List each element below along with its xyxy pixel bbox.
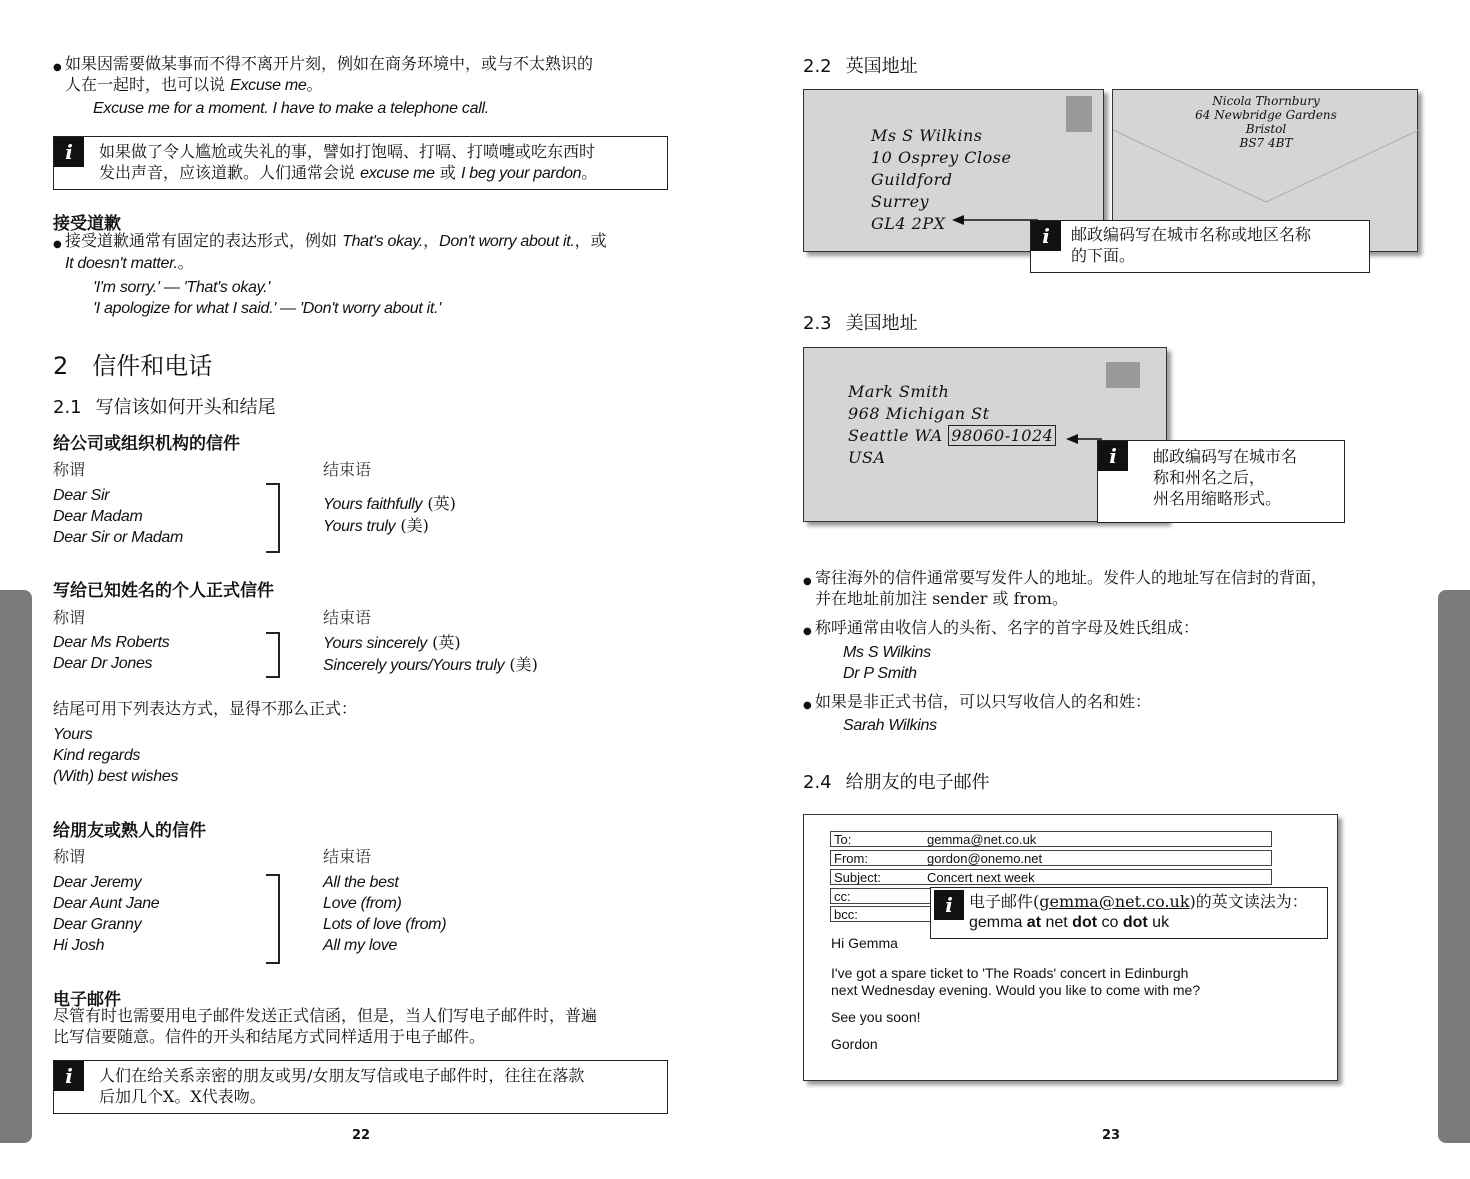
friends-closings [323, 872, 446, 956]
us-zip-code: 98060-1024 [948, 425, 1056, 446]
subsection-2-1 [53, 393, 276, 419]
email-greeting: Hi Gemma [831, 935, 898, 951]
company-col-closing: 结束语 [323, 460, 372, 479]
info-box-text [99, 141, 659, 184]
company-heading: 给公司或组织机构的信件 [53, 434, 240, 454]
company-closings [323, 493, 456, 537]
accept-or: ，或 [574, 231, 607, 250]
accept-heading: 接受道歉 [53, 214, 121, 234]
field-key: From: [834, 851, 868, 866]
closing-item [323, 515, 456, 537]
subsection-2-2 [803, 52, 918, 78]
email-body-line: I've got a spare ticket to 'The Roads' concert in Edinburgh [831, 965, 1189, 981]
less-formal-item: (With) best wishes [53, 768, 179, 785]
bullet-informal [815, 691, 1425, 712]
address-line: Surrey [871, 192, 930, 211]
subsection-title: 给朋友的电子邮件 [845, 772, 990, 793]
uk-info-line: 的下面。 [1071, 246, 1136, 265]
bracket [266, 483, 280, 553]
uk-info-line: 邮政编码写在城市名称或地区名称 [1071, 225, 1312, 244]
address-line: Ms S Wilkins [871, 126, 983, 145]
intro-bullet-em: Excuse me [230, 77, 307, 94]
closing-region: (美) [395, 516, 429, 535]
closing-region: (英) [422, 494, 456, 513]
reading-part: co [1097, 914, 1123, 931]
info2-line: 后加几个X。X代表吻。 [99, 1087, 266, 1106]
example-item: Dr P Smith [843, 665, 917, 682]
email-info-post: )的英文读法为： [1189, 892, 1308, 911]
field-key: Subject: [834, 870, 881, 885]
email-mockup [803, 814, 1338, 1081]
accept-bullet [65, 230, 665, 274]
us-info-line: 称和州名之后， [1153, 468, 1266, 487]
subsection-title: 英国地址 [845, 56, 918, 77]
salutation-item: Dear Sir [53, 487, 110, 504]
reading-part-bold: dot [1072, 914, 1098, 931]
us-address [848, 381, 1056, 469]
right-thumb-tab [1438, 590, 1470, 1143]
email-field-from [830, 850, 1272, 866]
salutation-item: Dear Madam [53, 508, 143, 525]
us-info-line: 州名用缩略形式。 [1153, 489, 1282, 508]
reading-part-bold: dot [1122, 914, 1148, 931]
bullet-salutation [815, 617, 1425, 638]
bullet-line: 并在地址前加注 sender 或 from。 [815, 589, 1068, 608]
subsection-2-3 [803, 309, 918, 335]
postcode-arrow [950, 213, 1040, 227]
email-info-pre: 电子邮件( [969, 892, 1040, 911]
sender-line: Nicola Thornbury [1212, 94, 1320, 108]
closing-item [323, 632, 538, 654]
info-box-text [1071, 224, 1366, 266]
friends-col-closing: 结束语 [323, 847, 372, 866]
named-col-closing: 结束语 [323, 608, 372, 627]
info-box-email-reading [930, 887, 1328, 939]
closing-text: Yours faithfully [323, 496, 423, 513]
less-formal-item: Kind regards [53, 747, 141, 764]
salutation-examples [843, 642, 931, 684]
section-number: 2 [53, 352, 69, 380]
bracket [266, 874, 280, 964]
info-box-uk-postcode [1030, 220, 1370, 273]
bullet-line: 寄往海外的信件通常要写发件人的地址。发件人的地址写在信封的背面， [815, 568, 1328, 587]
subsection-title: 美国地址 [845, 313, 918, 334]
info2-line: 人们在给关系亲密的朋友或男/女朋友写信或电子邮件时，往往在落款 [99, 1066, 585, 1085]
subsection-title: 写信该如何开头和结尾 [95, 397, 276, 418]
named-salutations [53, 632, 169, 674]
field-value: gordon@onemo.net [927, 851, 1043, 866]
intro-bullet-line1: 如果因需要做某事而不得不离开片刻，例如在商务环境中，或与不太熟识的 [65, 54, 594, 73]
info-icon: i [934, 890, 964, 920]
closing-item: Lots of love (from) [323, 916, 447, 933]
accept-text: 接受道歉通常有固定的表达形式，例如 [65, 231, 343, 250]
intro-example: Excuse me for a moment. I have to make a telephone call. [93, 100, 489, 117]
subsection-number: 2.1 [53, 397, 82, 418]
closing-text: Yours truly [323, 518, 396, 535]
info-icon: i [54, 137, 84, 167]
subsection-number: 2.4 [803, 772, 832, 793]
less-formal-item: Yours [53, 726, 93, 743]
salutation-item: Dear Ms Roberts [53, 634, 170, 651]
friends-heading: 给朋友或熟人的信件 [53, 821, 206, 841]
email-field-cc [830, 888, 940, 904]
page-number-left: 22 [352, 1128, 371, 1143]
info-box-kisses [53, 1060, 668, 1114]
info1-em2: I beg your pardon [460, 165, 582, 182]
page-number-right: 23 [1102, 1128, 1121, 1143]
email-field-subject [830, 869, 1272, 885]
field-key: bcc: [834, 907, 858, 922]
address-line: Guildford [871, 170, 953, 189]
info-box-text [1153, 446, 1343, 509]
intro-bullet [65, 53, 665, 96]
bullet-overseas [815, 567, 1425, 609]
address-line [848, 425, 1056, 447]
salutation-item: Dear Jeremy [53, 874, 142, 891]
named-col-salutation: 称谓 [53, 608, 86, 627]
field-value: Concert next week [927, 870, 1035, 885]
address-line: 968 Michigan St [848, 404, 990, 423]
closing-item [323, 654, 538, 676]
info1-end: 。 [581, 163, 598, 182]
info1-em1: excuse me [360, 165, 435, 182]
salutation-item: Dear Dr Jones [53, 655, 153, 672]
subsection-number: 2.2 [803, 56, 832, 77]
closing-text: Yours sincerely [323, 635, 427, 652]
left-thumb-tab [0, 590, 32, 1143]
closing-item: All my love [323, 937, 398, 954]
info1-line1: 如果做了令人尴尬或失礼的事，譬如打饱嗝、打嗝、打喷嚏或吃东西时 [99, 142, 596, 161]
email-body-line: next Wednesday evening. Would you like to come with me? [831, 982, 1201, 998]
accept-em3: It doesn't matter. [65, 255, 178, 272]
accept-example-2: 'I apologize for what I said.' — 'Don't worry about it.' [93, 300, 441, 317]
subsection-2-4 [803, 768, 990, 794]
email-heading: 电子邮件 [53, 990, 121, 1010]
intro-bullet-line2: 人在一起时，也可以说 [65, 75, 231, 94]
named-heading: 写给已知姓名的个人正式信件 [53, 581, 274, 601]
stamp [1106, 362, 1140, 388]
accept-em2: Don't worry about it. [439, 233, 575, 250]
closing-text: Sincerely yours/Yours truly [323, 657, 505, 674]
city-state: Seattle WA [848, 426, 943, 445]
subsection-number: 2.3 [803, 313, 832, 334]
sender-address [1113, 94, 1419, 150]
info-box-excuse-me [53, 136, 668, 190]
field-key: cc: [834, 889, 851, 904]
email-info-line2 [969, 912, 1308, 933]
email-field-to [830, 831, 1272, 847]
bullet-line: 称呼通常由收信人的头衔、名字的首字母及姓氏组成： [815, 618, 1200, 637]
closing-item [323, 493, 456, 515]
sender-line: 64 Newbridge Gardens [1195, 108, 1337, 122]
stamp [1066, 96, 1092, 132]
reading-part: gemma [969, 914, 1027, 931]
info-box-text [969, 891, 1308, 933]
address-line: Mark Smith [848, 382, 950, 401]
friends-col-salutation: 称谓 [53, 847, 86, 866]
info-box-text [99, 1065, 659, 1107]
info-icon: i [54, 1061, 84, 1091]
info-box-us-zip [1097, 440, 1345, 523]
accept-end: 。 [177, 253, 194, 272]
address-line: 10 Osprey Close [871, 148, 1012, 167]
closing-region: (英) [427, 633, 461, 652]
address-line: GL4 2PX [871, 214, 946, 233]
intro-bullet-end: 。 [306, 75, 323, 94]
bullet-line: 如果是非正式书信，可以只写收信人的名和姓： [815, 692, 1152, 711]
less-formal-list [53, 724, 178, 787]
salutation-item: Dear Granny [53, 916, 142, 933]
email-address-link: gemma@net.co.uk [1039, 892, 1190, 911]
salutation-item: Dear Aunt Jane [53, 895, 160, 912]
salutation-item: Dear Sir or Madam [53, 529, 184, 546]
email-text-line: 尽管有时也需要用电子邮件发送正式信函，但是，当人们写电子邮件时，普遍 [53, 1006, 598, 1025]
email-info-line1 [969, 891, 1308, 912]
email-signoff: See you soon! [831, 1009, 921, 1025]
closing-region: (美) [504, 655, 538, 674]
email-text [53, 1005, 673, 1047]
closing-item: Love (from) [323, 895, 402, 912]
accept-example-1: 'I'm sorry.' — 'That's okay.' [93, 279, 271, 296]
reading-part: uk [1147, 914, 1170, 931]
email-text-line: 比写信要随意。信件的开头和结尾方式同样适用于电子邮件。 [53, 1027, 486, 1046]
informal-example: Sarah Wilkins [843, 717, 937, 734]
named-closings [323, 632, 538, 676]
reading-part-bold: at [1026, 914, 1042, 931]
section-title: 信件和电话 [92, 352, 213, 380]
email-signature: Gordon [831, 1036, 878, 1052]
company-salutations [53, 485, 183, 548]
info1-line2: 发出声音，应该道歉。人们通常会说 [99, 163, 361, 182]
accept-em1: That's okay. [342, 233, 424, 250]
section-heading [53, 346, 212, 381]
accept-sep: ， [423, 231, 440, 250]
address-line: USA [848, 448, 886, 467]
sender-line: Bristol [1245, 122, 1287, 136]
email-body [831, 935, 1200, 1053]
us-info-line: 邮政编码写在城市名 [1153, 447, 1298, 466]
email-field-bcc [830, 906, 940, 922]
field-value: gemma@net.co.uk [927, 832, 1037, 847]
bracket [266, 632, 280, 678]
salutation-item: Hi Josh [53, 937, 105, 954]
accept-examples [93, 277, 441, 319]
company-col-salutation: 称谓 [53, 460, 86, 479]
less-formal-text: 结尾可用下列表达方式，显得不那么正式： [53, 699, 358, 718]
info1-mid: 或 [434, 163, 461, 182]
info-icon: i [1031, 221, 1061, 251]
example-item: Ms S Wilkins [843, 644, 931, 661]
sender-line: BS7 4BT [1239, 136, 1293, 150]
field-key: To: [834, 832, 852, 847]
info-icon: i [1098, 441, 1128, 471]
reading-part: net [1041, 914, 1073, 931]
friends-salutations [53, 872, 159, 956]
closing-item: All the best [323, 874, 399, 891]
